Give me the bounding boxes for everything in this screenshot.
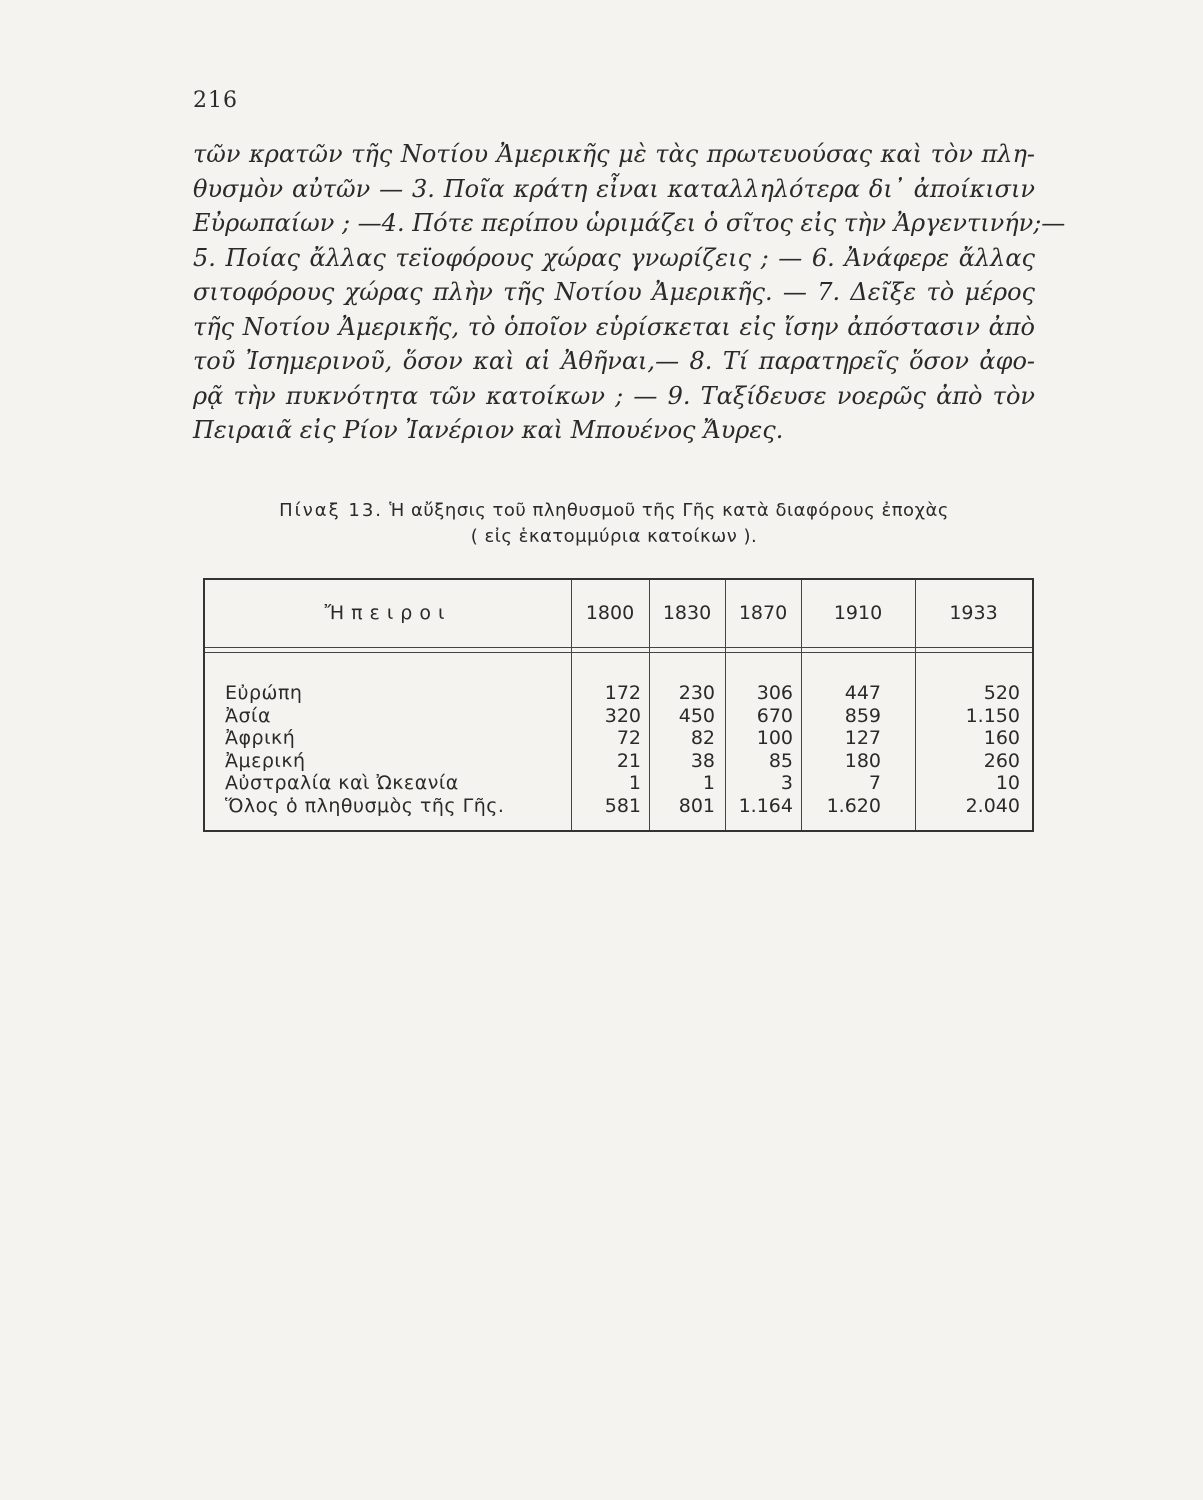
continent-name: Ἀμερική (225, 749, 306, 772)
table-row (205, 682, 1032, 705)
page-number: 216 (193, 88, 238, 113)
header-year: 1800 (585, 602, 635, 624)
text-line: θυσμὸν αὐτῶν — 3. Ποῖα κράτη εἶναι καταλληλότερα δι᾿ ἀποίκισιν (193, 174, 1035, 203)
value-cell: 859 (844, 704, 881, 727)
value-cell: 10 (995, 772, 1020, 794)
continent-name: Ἀσία (225, 704, 271, 727)
continent-name: Εὐρώπη (225, 682, 303, 704)
table-row (205, 772, 1032, 795)
table-caption (193, 498, 1035, 550)
value-cell: 581 (604, 794, 641, 817)
value-cell: 670 (756, 704, 793, 727)
table-body (205, 682, 1032, 817)
header-year: 1910 (833, 602, 883, 624)
value-cell: 3 (780, 772, 793, 794)
value-cell: 38 (690, 749, 715, 772)
header-rule (205, 647, 1032, 648)
header-year: 1870 (738, 602, 788, 624)
continent-name: Αὐστραλία καὶ Ὠκεανία (225, 772, 459, 794)
value-cell: 320 (604, 704, 641, 727)
table-row (205, 727, 1032, 750)
value-cell: 160 (983, 727, 1020, 749)
text-line: Πειραιᾶ εἰς Ρίον Ἰανέριον καὶ Μπουένος Ἄυρες. (193, 416, 784, 444)
text-line: τῶν κρατῶν τῆς Νοτίου Ἀμερικῆς μὲ τὰς πρωτευούσας καὶ τὸν πλη- (193, 140, 1035, 168)
value-cell: 172 (604, 682, 641, 704)
header-region: Ἤπειροι (324, 602, 452, 624)
value-cell: 1 (628, 772, 641, 794)
text-line: τῆς Νοτίου Ἀμερικῆς, τὸ ὁποῖον εὑρίσκεται εἰς ἴσην ἀπόστασιν ἀπὸ (193, 312, 1035, 341)
value-cell: 230 (678, 682, 715, 704)
text-line: 5. Ποίας ἄλλας τεϊοφόρους χώρας γνωρίζεις ; — 6. Ἀνάφερε ἄλλας (193, 243, 1035, 272)
value-cell: 1 (702, 772, 715, 794)
value-cell: 447 (844, 682, 881, 704)
continent-name: Ἀφρική (225, 727, 296, 749)
value-cell: 260 (983, 749, 1020, 772)
text-line: σιτοφόρους χώρας πλὴν τῆς Νοτίου Ἀμερικῆς. — 7. Δεῖξε τὸ μέρος (193, 278, 1035, 306)
population-table (203, 578, 1034, 832)
table-row-total (205, 795, 1032, 818)
value-cell: 801 (678, 794, 715, 817)
value-cell: 82 (690, 727, 715, 749)
value-cell: 180 (844, 749, 881, 772)
value-cell: 1.164 (738, 794, 793, 817)
caption-label: Πίναξ 13. (279, 500, 384, 521)
value-cell: 2.040 (965, 794, 1020, 817)
exercise-text (193, 137, 1066, 448)
table-row (205, 750, 1032, 773)
value-cell: 127 (844, 727, 881, 749)
value-cell: 21 (616, 749, 641, 772)
value-cell: 1.150 (965, 704, 1020, 727)
header-rule (205, 652, 1032, 653)
header-year: 1830 (662, 602, 712, 624)
value-cell: 85 (768, 749, 793, 772)
value-cell: 306 (756, 682, 793, 704)
caption-title: Ἡ αὔξησις τοῦ πληθυσμοῦ τῆς Γῆς κατὰ διαφόρους ἐποχὰς (389, 500, 949, 521)
value-cell: 7 (868, 772, 881, 794)
caption-subtitle: ( εἰς ἑκατομμύρια κατοίκων ). (470, 526, 758, 547)
caption-title-line (193, 498, 1035, 524)
value-cell: 72 (616, 727, 641, 749)
text-line: τοῦ Ἰσημερινοῦ, ὅσον καὶ αἱ Ἀθῆναι,— 8. Τί παρατηρεῖς ὅσον ἀφο- (193, 347, 1035, 375)
text-line: ρᾷ τὴν πυκνότητα τῶν κατοίκων ; — 9. Ταξίδευσε νοερῶς ἀπὸ τὸν (193, 381, 1035, 410)
text-line: Εὐρωπαίων ; —4. Πότε περίπου ὡριμάζει ὁ σῖτος εἰς τὴν Ἀργεντινήν;— (193, 209, 1066, 237)
value-cell: 1.620 (826, 794, 881, 817)
value-cell: 520 (983, 682, 1020, 704)
total-label: Ὅλος ὁ πληθυσμὸς τῆς Γῆς. (225, 794, 505, 817)
table-row (205, 705, 1032, 728)
value-cell: 450 (678, 704, 715, 727)
value-cell: 100 (756, 727, 793, 749)
header-year: 1933 (949, 602, 998, 624)
